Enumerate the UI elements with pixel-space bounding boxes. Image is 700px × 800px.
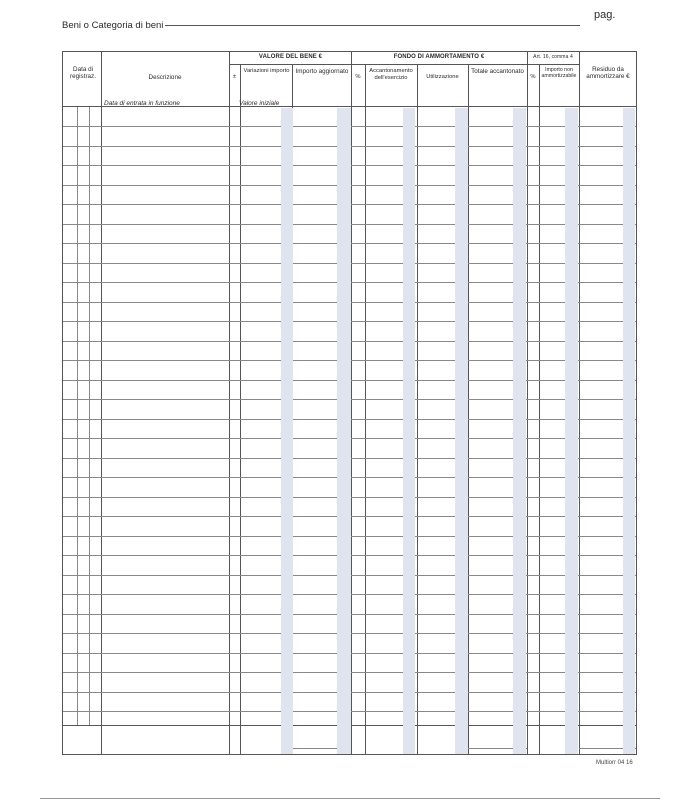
column-rule (417, 64, 418, 754)
column-shade (403, 108, 415, 754)
footer-code: Multiorr 04 16 (596, 760, 633, 766)
col-header-perc2: % (530, 74, 536, 80)
page-label: pag. (594, 9, 616, 21)
col-header-residuo: Residuo da ammortizzare € (586, 66, 630, 81)
column-shade (565, 108, 578, 754)
column-rule (229, 52, 230, 754)
column-rule (539, 64, 540, 754)
group-header-fondo: FONDO DI AMMORTAMENTO € (393, 54, 485, 60)
column-rule (240, 64, 241, 754)
register-table (62, 51, 637, 755)
note-data-entrata: Data di entrata in funzione (104, 100, 180, 107)
category-field-line[interactable] (165, 25, 580, 26)
group-header-art16: Art. 16, comma 4 (533, 54, 573, 60)
col-header-descrizione: Descrizione (148, 74, 182, 81)
column-shade (337, 108, 351, 754)
col-header-non-ammortizzabile: Importo non ammortizzabile (541, 67, 577, 79)
column-shade (513, 108, 526, 754)
col-header-pm: ± (232, 74, 237, 80)
column-rule (101, 52, 102, 754)
column-shade (281, 108, 293, 754)
col-header-perc1: % (355, 74, 361, 80)
col-header-utilizzazione: Utilizzazione (426, 74, 459, 80)
column-rule (365, 64, 366, 754)
column-rule (527, 52, 528, 754)
column-rule (579, 52, 580, 754)
category-label: Beni o Categoria di beni (62, 20, 164, 31)
column-rule (468, 64, 469, 754)
group-header-rule (229, 64, 579, 65)
bottom-rule (40, 798, 660, 799)
col-header-totale: Totale accantonato (471, 68, 524, 75)
col-header-data: Data di registraz. (70, 66, 96, 81)
note-valore-iniziale: Valore iniziale (239, 100, 280, 107)
col-header-importo-aggiornato: Importo aggiornato (295, 68, 349, 75)
group-header-valore: VALORE DEL BENE € (258, 54, 323, 60)
column-rule (351, 52, 352, 754)
column-shade (455, 108, 468, 754)
col-header-accantonamento: Accantonamento dell'esercizio (369, 68, 413, 81)
col-header-variazioni: Variazioni importo (243, 68, 290, 74)
column-shade (623, 108, 635, 754)
